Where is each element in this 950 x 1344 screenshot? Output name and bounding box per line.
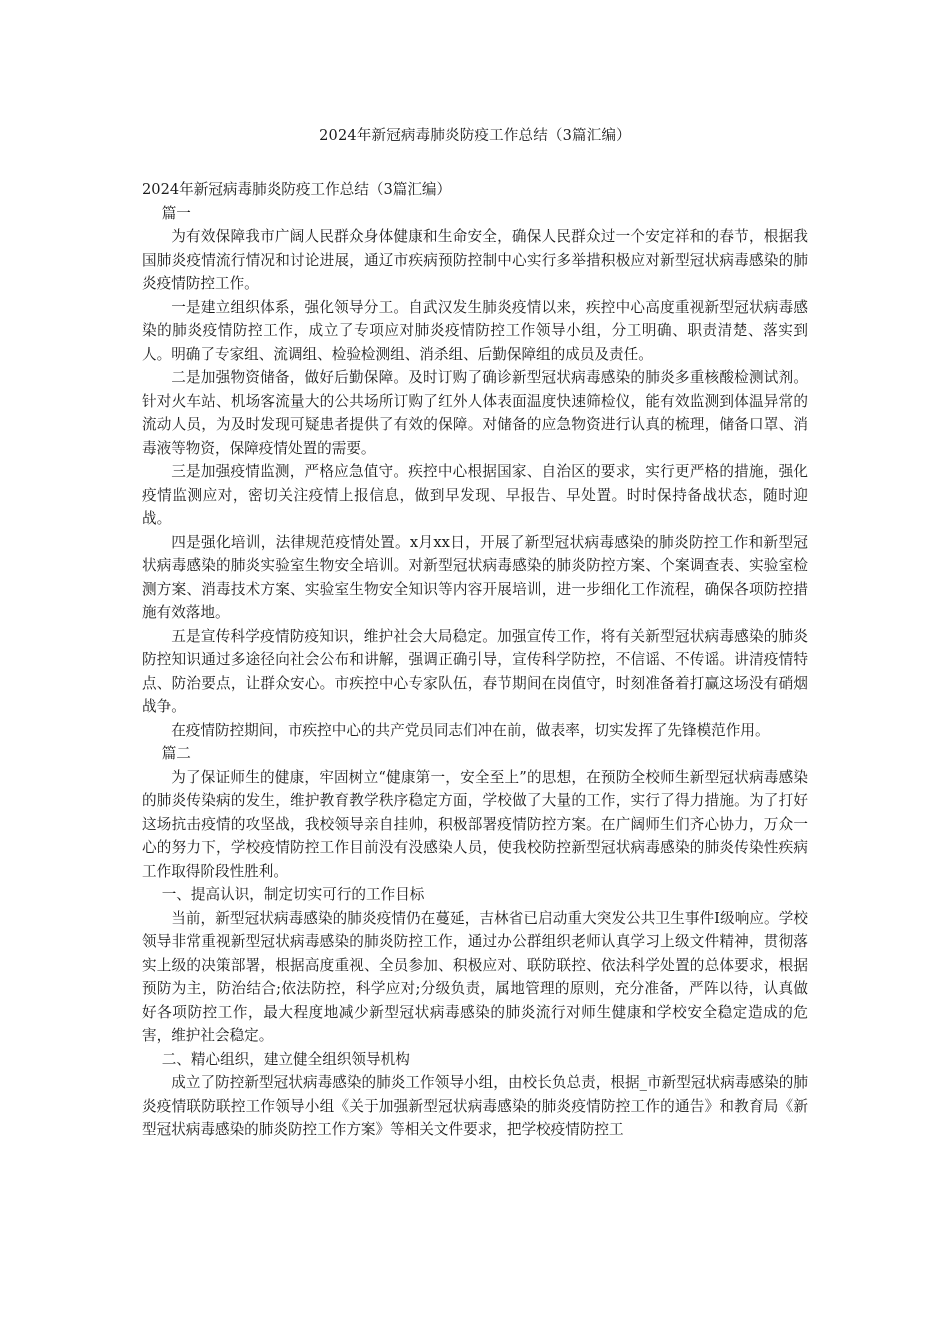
section2-text: 成立了防控新型冠状病毒感染的肺炎工作领导小组，由校长负总责，根据_市新型冠状病毒感染的肺炎疫情联防联控工作领导小组《关于加强新型冠状病毒感染的肺炎疫情防控工作的通告》和教育局《新型冠状病毒感染的肺炎防控工作方案》等相关文件要求，把学校疫情防控工 [142,1074,808,1138]
document-body [142,178,808,1142]
part2-heading: 篇二 [161,745,191,762]
page-title: 2024年新冠病毒肺炎防疫工作总结（3篇汇编） [319,128,631,144]
document-subtitle: 2024年新冠病毒肺炎防疫工作总结（3篇汇编） [142,181,452,198]
section1-heading: 一、提高认识，制定切实可行的工作目标 [161,886,425,903]
part1-paragraph: 在疫情防控期间，市疾控中心的共产党员同志们冲在前，做表率，切实发挥了先锋模范作用。 [171,721,770,739]
section2-heading: 二、精心组织，建立健全组织领导机构 [161,1050,410,1068]
section1-text: 当前，新型冠状病毒感染的肺炎疫情仍在蔓延，吉林省已启动重大突发公共卫生事件Ⅰ级响应。学校领导非常重视新型冠状病毒感染的肺炎防控工作，通过办公群组织老师认真学习上级文件精神，贯彻落实上级的决策部署，根据高度重视、全员参加、积极应对、联防联控、依法科学处置的总体要求，根据预防为主，防治结合;依法防控，科学应对;分级负责，属地管理的原则，充分准备，严阵以待，认真做好各项防控工作，最大程度地减少新型冠状病毒感染的肺炎流行对师生健康和学校安全稳定造成的危害，维护社会稳定。 [142,909,808,1044]
part1-paragraph: 四是强化培训，法律规范疫情处置。x月xx日，开展了新型冠状病毒感染的肺炎防控工作和新型冠状病毒感染的肺炎实验室生物安全培训。对新型冠状病毒感染的肺炎防控方案、个案调查表、实验室检测方案、消毒技术方案、实验室生物安全知识等内容开展培训，进一步细化工作流程，确保各项防控措施有效落地。 [142,533,808,621]
part1-heading: 篇一 [161,204,191,222]
part1-paragraph: 一是建立组织体系，强化领导分工。自武汉发生肺炎疫情以来，疾控中心高度重视新型冠状病毒感染的肺炎疫情防控工作，成立了专项应对肺炎疫情防控工作领导小组，分工明确、职责清楚、落实到人。明确了专家组、流调组、检验检测组、消杀组、后勤保障组的成员及责任。 [142,298,808,363]
part1-paragraph: 为有效保障我市广阔人民群众身体健康和生命安全，确保人民群众过一个安定祥和的春节，根据我国肺炎疫情流行情况和讨论进展，通辽市疾病预防控制中心实行多举措积极应对新型冠状病毒感染的肺炎疫情防控工作。 [142,228,808,292]
part1-paragraph: 五是宣传科学疫情防疫知识，维护社会大局稳定。加强宣传工作，将有关新型冠状病毒感染的肺炎防控知识通过多途径向社会公布和讲解，强调正确引导，宣传科学防控，不信谣、不传谣。讲清疫情特点、防治要点，让群众安心。市疾控中心专家队伍，春节期间在岗值守，时刻准备着打赢这场没有硝烟战争。 [142,627,808,715]
part1-paragraph: 二是加强物资储备，做好后勤保障。及时订购了确诊新型冠状病毒感染的肺炎多重核酸检测试剂。针对火车站、机场客流量大的公共场所订购了红外人体表面温度快速筛检仪，能有效监测到体温异常的流动人员，为及时发现可疑患者提供了有效的保障。对储备的应急物资进行认真的梳理，储备口罩、消毒液等物资，保障疫情处置的需要。 [142,369,808,457]
part2-intro: 为了保证师生的健康，牢固树立“健康第一，安全至上”的思想，在预防全校师生新型冠状病毒感染的肺炎传染病的发生，维护教育教学秩序稳定方面，学校做了大量的工作，实行了得力措施。为了打好这场抗击疫情的攻坚战，我校领导亲自挂帅，积极部署疫情防控方案。在广阔师生们齐心协力，万众一心的努力下，学校疫情防控工作目前没有没感染人员，使我校防控新型冠状病毒感染的肺炎传染性疾病工作取得阶段性胜利。 [142,768,808,880]
part1-paragraph: 三是加强疫情监测，严格应急值守。疾控中心根据国家、自治区的要求，实行更严格的措施，强化疫情监测应对，密切关注疫情上报信息，做到早发现、早报告、早处置。时时保持备战状态，随时迎战。 [142,463,808,527]
